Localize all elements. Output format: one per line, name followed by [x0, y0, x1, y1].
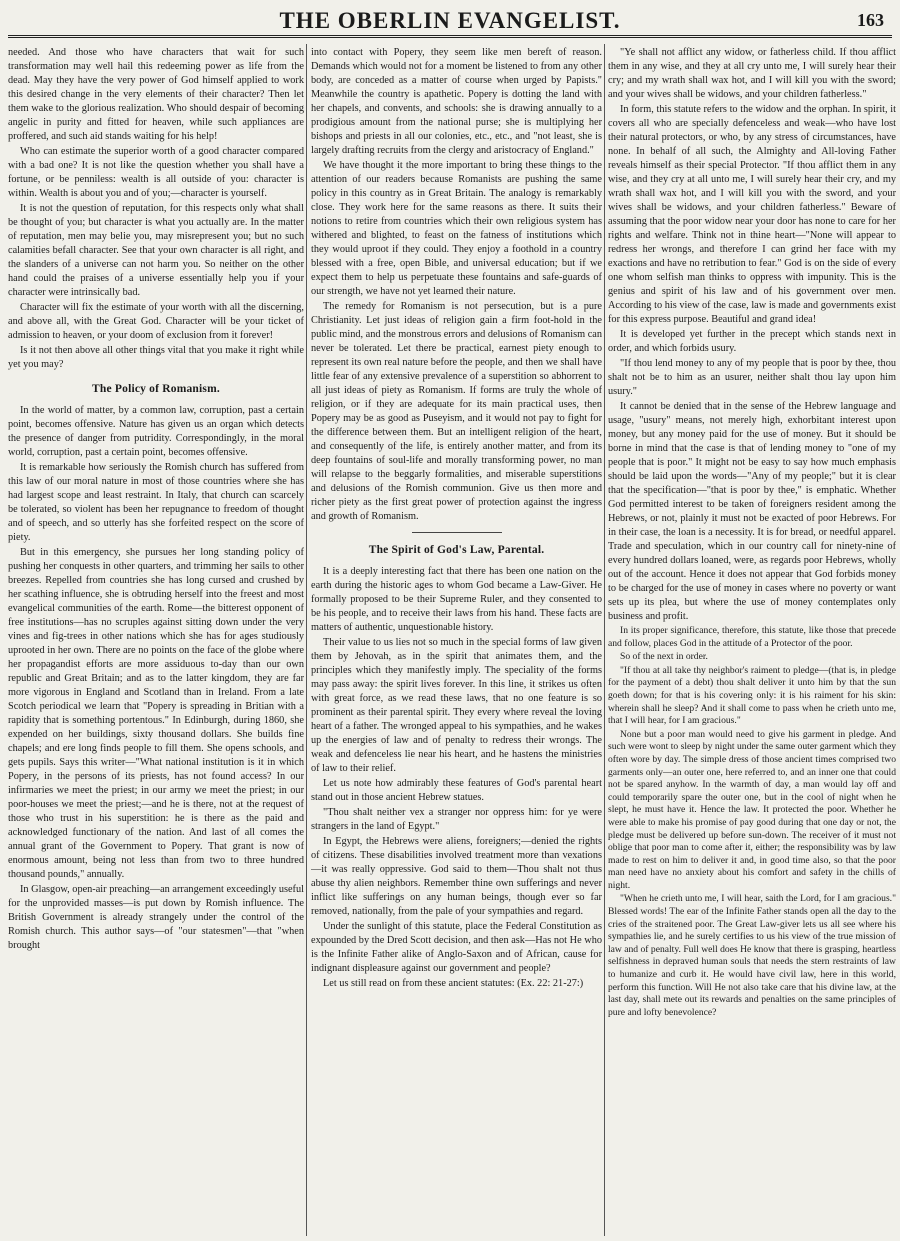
paragraph: Their value to us lies not so much in the special forms of law given them by Jehovah, as in the spirit that animates them, and the principles which they manifestly imply. The speciality of the forms may pass away: the spirit lives forever. In this line, it strikes us often with great force, as we read these laws, that no one feature is so prominent as their parental spirit. They every where reveal the loving heart of a father. The wronged appeal to his sympathies, and he wakes up the energies of law and of penalty to redress their wrongs. The weak and defenceless lie near his heart, and he hastens the ministries of law to their relief.: [311, 637, 602, 774]
paragraph: into contact with Popery, they seem like men bereft of reason. Demands which would not for a moment be listened to from any other body, are conceded as a matter of course when urged by Papists." Meanwhile the country is apathetic. Popery is dotting the land with her chapels, and convents, and schools: she is drawing annually to a prodigious amount from the national purse; she is multiplying her bishops and priests in all our colonies, etc., etc., and "not least, she is largely drafting recruits from the clergy and aristocracy of England.": [311, 47, 602, 156]
paragraph: It is remarkable how seriously the Romish church has suffered from this law of our moral nature in most of those countries where she has had largest scope and least restraint. In Italy, that church can scarcely be tolerated, so violent has been her repugnance to freedom of thought and of speech, and so utterly has she forfeited respect on the score of piety.: [8, 462, 304, 543]
column-rule: [306, 44, 307, 1236]
paragraph: "If thou at all take thy neighbor's raiment to pledge—(that is, in pledge for the payment of a debt) thou shalt deliver it unto him by that the sun goeth down; for that is his covering only: it is his raiment for his skin: wherein shall he sleep? And it shall come to pass when he crieth unto me, that I will hear, for I am gracious.": [608, 664, 896, 727]
paragraph: "When he crieth unto me, I will hear, saith the Lord, for I am gracious." Blessed words! The ear of the Infinite Father stands open all the day to the cries of the straitened poor. The Great Law-giver lets us all see where his sympathies lie, and he surely certifies to us his view of the true mission of law and of penalty. Full well does He know that there is grasping, heartless selfishness in depraved human souls that needs the stern restraints of law to humanize and curb it. He would have civil law, here in this world, perform this function. Will He not also take care that his divine law, at the last day, shall mete out its rewards and penalties on the same principles of pure and lofty benevolence?: [608, 893, 896, 1018]
paragraph: It is not the question of reputation, for this respects only what shall be thought of you; but character is what you actually are. In the matter of reputation, men may belie you, may misrepresent you; but no such calamities befall character. See that your own character is all right, and the slanders of a universe can not harm you. So neither on the other hand could the praises of a universe essentially help you if your character were intrinsically bad.: [8, 203, 304, 298]
paragraph: The remedy for Romanism is not persecution, but is a pure Christianity. Let just ideas of religion gain a firm foot-hold in the public mind, and the monstrous errors and delusions of Romanism can never be tolerated. Let there be practical, earnest piety enough to represent its own real nature before the people, and then we shall have little fear of any extensive prevalence of a superstition so abhorrent to all just ideas of piety as Romanism. If forms are truly the whole of religion, or if they are adequate for its main practical uses, then Popery may be as good as Puseyism, and it would not pay to fight for the difference between them. But an intelligent religion of the heart, and consequently of the life, is entirely another matter, and from its deep fountains of soul-life and morally transforming power, no man will relapse to the beggarly formalities, and miserable superstitions and delusions of the Romish communion. Give us then more and richer piety as the first great power of protection against the ingress and growth of Romanism.: [311, 301, 602, 522]
paragraph: We have thought it the more important to bring these things to the attention of our readers because Romanists are pushing the same policy in this country as in Great Britain. The analogy is remarkably close. They work here for the same reasons as there. It suits their notions to retire from countries which their own religious system has withered and blighted, to feast on the fatness of institutions which they would uproot if they could. They enjoy a foothold in a country blessed with a free, open Bible, and universal education; but if we expect them to help us perpetuate these fountains and safe-guards of our strength, we have not yet learned their nature.: [311, 160, 602, 297]
masthead-title: THE OBERLIN EVANGELIST.: [279, 8, 621, 33]
column-rule: [604, 44, 605, 1236]
paragraph: "Thou shalt neither vex a stranger nor oppress him: for ye were strangers in the land of Egypt.": [311, 807, 602, 832]
page-header: [8, 4, 892, 38]
paragraph: Under the sunlight of this statute, place the Federal Constitution as expounded by the Dred Scott decision, and then ask—Has not He who is the Infinite Father alike of Anglo-Saxon and of African, cause for indignant displeasure against our government and people?: [311, 921, 602, 974]
paragraph: In form, this statute refers to the widow and the orphan. In spirit, it covers all who are specially defenceless and weak—who have lost their natural protectors, or who, by any stress of circumstances, have none. In behalf of all such, the Almighty and All-loving Father reveals himself as their special Protector. "If thou afflict them in any wise, and they cry at all unto me, I will surely hear their cry, and my wrath shall wax hot, and I will kill you with the sword, and your wives shall be widows, and your children fatherless." Beware of assuming that the poor widow near your door has none to care for her rights and welfare. Think not in thine heart—"None will appear to redress her wrongs, and therefore I can grind her face with my exactions and have no retribution to fear." God is on the side of every one whom selfish man thinks to oppress with impunity. This is the genius and spirit of his law and of his government over men. According to his view of the case, law is made and governments exist for this express purpose. Beautiful and grand idea!: [608, 104, 896, 325]
paragraph: But in this emergency, she pursues her long standing policy of pushing her conquests in other quarters, and trimming her sails to other breezes. Repelled from countries she has long cursed and crushed by her scathing influence, she is obtruding herself into the freest and most evangelical communities of the earth. Rome—the bitterest opponent of free institutions—has no scruples against sitting down under the very vines and fig-trees in other nations which she has for ages studiously uprooted in her own. There are no points on the face of the globe where her propagandist efforts are more assiduous to-day than our own republic and Great Britain; and as to the latter kingdom, they are far more vigorous in England and Scotland than in Ireland. From a late Scotch periodical we learn that "Popery is spreading in Britian with a rapidity that is something portentous." In Edinburgh, during 1860, she expended on her buildings, sixty thousand dollars. She builds fine chapels; and ere long finds people to fill them. She opens schools, and gets pupils. Says this writer—"What national institution is it in which Popery, in the persons of its priests, has not found access? In our infirmaries we meet the priest; in our army we meet the priest; in our poor-houses we meet the priest;—and he is there, not at the request of those who trust in his superstition: he is there as the paid and acknowledged functionary of the nation. And last of all comes the annual grant of the Government to Popery. That grant is now of enormous amount, being not less than from two to three hundred thousand pounds," annually.: [8, 547, 304, 880]
article-heading: The Spirit of God's Law, Parental.: [368, 544, 545, 556]
paragraph: needed. And those who have characters that wait for such transformation may well hail this redeeming power as life from the dead. May they have the very power of God himself applied to work this desired change in the very elements of their character? Then let them wake to the glorious realization. Who should despair of becoming angelic in purity and fitted for heaven, while such appliances are proffered, and such aid stands waiting for his help!: [8, 47, 304, 142]
column-3: [608, 46, 896, 1236]
page-number: 163: [857, 10, 884, 30]
paragraph: None but a poor man would need to give his garment in pledge. And such were wont to sleep by night under the same outer garment which they often wore by day. The simple dress of those ancient times comprised two garments only—an outer one, here referred to, and an inner one that could not be spared anyhow. In the warmth of day, a man would lay off and could temporarily spare the outer one, but in the cool of night when he slept, he must have it. Hence the law. It protected the poor. Whether he were able to make his promise of pay good during that one day or not, the pledge must be delivered up before sun-down. The receiver of it must not oblige that poor man to come after it, either; the responsibility was by law made to rest on him to deliver it and, in good time also, so that the poor man need have no anxiety about his comfort and safety in the chills of night.: [608, 728, 896, 891]
paragraph: "Ye shall not afflict any widow, or fatherless child. If thou afflict them in any wise, and they at all cry unto me, I will surely hear their cry; and my wrath shall wax hot, and I will kill you with the sword; and your wives shall be widows, and your children fatherless.": [608, 47, 896, 100]
paragraph: Is it not then above all other things vital that you make it right while yet you may?: [8, 345, 304, 370]
paragraph: So of the next in order.: [620, 651, 708, 663]
paragraph: Who can estimate the superior worth of a good character compared with a bad one? It is not like the question whether you shall have a fortune, or be penniless: wealth is all outside of you: character is within. Wealth is about you and of you;—character is yourself.: [8, 146, 304, 199]
article-heading: The Policy of Romanism.: [92, 383, 220, 395]
paragraph: In its proper significance, therefore, this statute, like those that precede and follow, places God in the attitude of a Protector of the poor.: [608, 625, 896, 649]
paragraph: "If thou lend money to any of my people that is poor by thee, thou shalt not be to him as an usurer, neither shalt thou lay upon him usury.": [608, 358, 896, 397]
paragraph: It is a deeply interesting fact that there has been one nation on the earth during the historic ages to whom God became a Law-Giver. He formally proposed to be their Supreme Ruler, and they consented to be his people, and to receive their laws from his hand. These facts are matters of authentic, unquestionable history.: [311, 566, 602, 633]
paragraph: In Egypt, the Hebrews were aliens, foreigners;—denied the rights of citizens. These disabilities involved treatment more than vexations—it was really oppressive. God said to them—Thou shalt not thus abuse thy alien neighbors. Remember thine own sufferings and never inflict like sufferings on any human beings, though ever so far removed, nationally, from the pale of your sympathies and regard.: [311, 836, 602, 917]
paragraph: It cannot be denied that in the sense of the Hebrew language and usage, "usury" means, not merely high, exhorbitant interest upon money, but any money paid for the use of money. But it should be borne in mind that the case is that of lending money to "one of my people that is poor." It might not be easy to say how much emphasis should be laid upon the words—"Any of my people;" but it is clear that the specification—"that is poor by thee," is emphatic. Whether God permitted interest to be taken of foreigners resident among the Hebrews, or not, plainly it must not be exacted of poor Hebrews. For in their case, the loan is a necessity. It is for bread, or needful apparel. Trade and speculation, which in our country call for ninety-nine of every hundred dollars loaned, were, as regards poor Hebrews, wholly out of the account. Hence it does not appear that God forbids money to be charged for the use of money in cases where no poverty or want sets up its plea, but where the use of money contemplates only business and profit.: [608, 401, 896, 622]
paragraph: In the world of matter, by a common law, corruption, past a certain point, becomes offensive. Nature has given us an organ which detects the presence of danger from putridity. Correspondingly, in the moral world, corruption, past a certain point, becomes offensive.: [8, 405, 304, 458]
column-1: [8, 46, 304, 1236]
paragraph: Let us note how admirably these features of God's parental heart stand out in those ancient Hebrew statues.: [311, 778, 602, 803]
paragraph: Character will fix the estimate of your worth with all the discerning, and above all, with the Great God. Character will be your ticket of admission to heaven, or your doom of exclusion from it forever!: [8, 302, 304, 341]
column-2: [311, 46, 602, 1236]
paragraph: Let us still read on from these ancient statutes: (Ex. 22: 21-27:): [323, 978, 584, 989]
paragraph: In Glasgow, open-air preaching—an arrangement exceedingly useful for the unprovided masses—is put down by Romish influence. The British Government is already strangely under the control of the Romish church. This author says—of "our statesmen"—that "when brought: [8, 884, 304, 951]
section-divider: [412, 532, 502, 533]
paragraph: It is developed yet further in the precept which stands next in order, and which forbids usury.: [608, 329, 896, 354]
